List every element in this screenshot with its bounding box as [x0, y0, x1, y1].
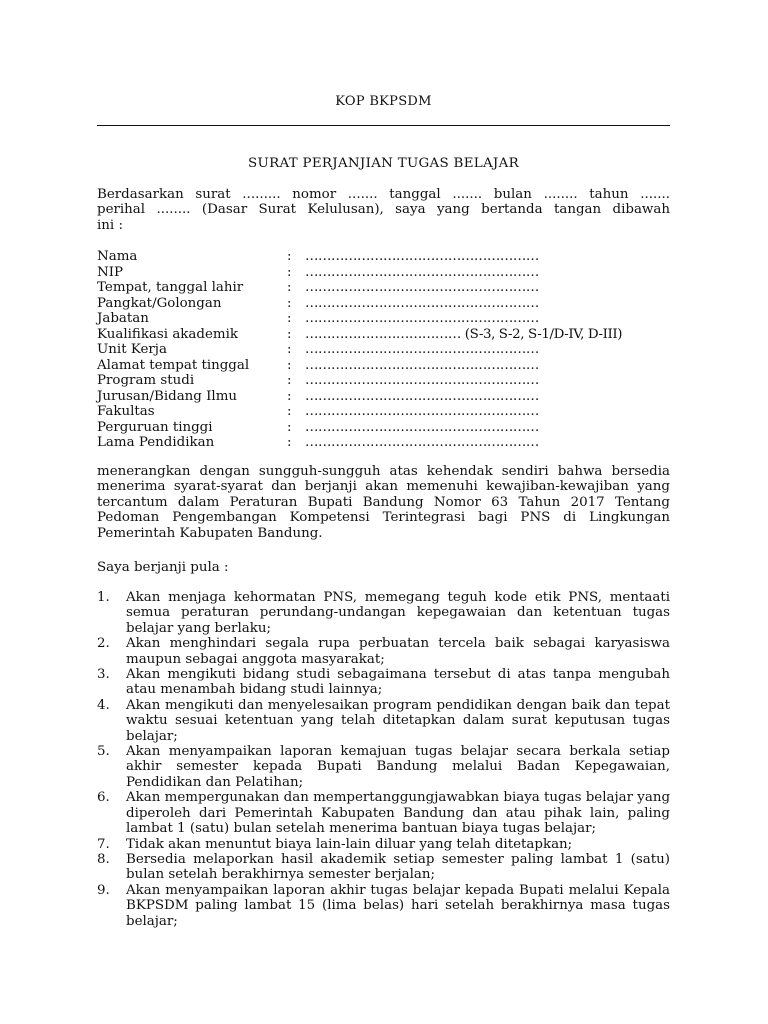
pledge-number: 2.: [97, 636, 110, 652]
field-label: Alamat tempat tinggal: [97, 357, 250, 373]
field-colon: :: [287, 249, 292, 264]
pledge-number: 4.: [97, 697, 110, 713]
intro-line-2: perihal ........ (Dasar Surat Kelulusan), saya yang bertanda tangan dibawah: [97, 202, 670, 218]
field-value: ………………………………………………: [305, 342, 539, 357]
letterhead-divider: [97, 125, 670, 126]
field-row: [97, 404, 687, 420]
field-colon: :: [287, 280, 292, 295]
field-label: Perguruan tinggi: [97, 419, 213, 435]
pledge-item: [97, 636, 670, 667]
pledge-item: [97, 852, 670, 883]
document-title: SURAT PERJANJIAN TUGAS BELAJAR: [248, 156, 519, 171]
intro-paragraph: [97, 187, 670, 233]
pledge-text: Bersedia melaporkan hasil akademik setiap semester paling lambat 1 (satu) bulan setelah berakhirnya semester berjalan;: [126, 851, 670, 883]
pledge-number: 9.: [97, 882, 110, 898]
field-label: Jurusan/Bidang Ilmu: [97, 388, 238, 404]
field-label: Kualifikasi akademik: [97, 326, 238, 342]
field-row: [97, 327, 687, 343]
pledge-text: Tidak akan menuntut biaya lain-lain diluar yang telah ditetapkan;: [126, 836, 573, 852]
field-value: ………………………………………………: [305, 373, 539, 388]
pledge-text: Akan mempergunakan dan mempertanggungjawabkan biaya tugas belajar yang diperoleh dari Pemerintah Kabupaten Bandung dan atau pihak lain, paling lambat 1 (satu) bulan setelah menerima bantuan biaya tugas belajar;: [126, 790, 671, 837]
field-label: Jabatan: [97, 311, 149, 326]
pledge-item: [97, 744, 670, 790]
field-label: Program studi: [97, 373, 195, 388]
pledge-list: [97, 590, 670, 929]
pledge-number: 7.: [97, 836, 110, 852]
pledge-number: 5.: [97, 744, 110, 760]
field-value: ………………………………………………: [305, 249, 539, 264]
pledge-item: [97, 667, 670, 698]
field-colon: :: [287, 373, 292, 388]
pledge-number: 1.: [97, 590, 110, 605]
field-colon: :: [287, 435, 292, 450]
field-colon: :: [287, 357, 292, 373]
field-row: [97, 296, 687, 312]
field-label: NIP: [97, 264, 124, 280]
pledge-text: Akan mengikuti bidang studi sebagaimana tersebut di atas tanpa mengubah atau menambah bidang studi lainnya;: [126, 667, 670, 698]
field-colon: :: [287, 388, 292, 404]
letterhead-placeholder: KOP BKPSDM: [335, 94, 432, 109]
field-value: ………………………………………………: [305, 404, 539, 419]
field-colon: :: [287, 264, 292, 280]
pledge-item: [97, 590, 670, 636]
field-row: [97, 420, 687, 436]
field-label: Unit Kerja: [97, 342, 167, 357]
field-row: [97, 249, 687, 265]
field-value: ………………………………………………: [305, 357, 539, 373]
field-row: [97, 311, 687, 327]
field-row: [97, 435, 687, 451]
field-label: Pangkat/Golongan: [97, 295, 222, 311]
statement-paragraph: menerangkan dengan sungguh-sungguh atas kehendak sendiri bahwa bersedia menerima syarat-syarat dan berjanji akan memenuhi kewajiban-kewajiban yang tercantum dalam Peraturan Bupati Bandung Nomor 63 Tahun 2017 Tentang Pedoman Pengembangan Kompetensi Terintegrasi bagi PNS di Lingkungan Pemerintah Kabupaten Bandung.: [97, 464, 670, 541]
field-row: [97, 358, 687, 374]
field-colon: :: [287, 419, 292, 435]
pledge-intro: Saya berjanji pula :: [97, 560, 229, 575]
field-colon: :: [287, 342, 292, 357]
field-row: [97, 389, 687, 405]
intro-line-3: ini :: [97, 217, 123, 233]
field-row: [97, 373, 687, 389]
field-colon: :: [287, 295, 292, 311]
pledge-text: Akan menjaga kehormatan PNS, memegang teguh kode etik PNS, mentaati semua peraturan perundang-undangan kepegawaian dan ketentuan tugas belajar yang berlaku;: [126, 590, 670, 636]
field-value: ………………………………………………: [305, 311, 539, 326]
field-colon: :: [287, 404, 292, 419]
pledge-text: Akan menyampaikan laporan akhir tugas belajar kepada Bupati melalui Kepala BKPSDM paling lambat 15 (lima belas) hari setelah berakhirnya masa tugas belajar;: [126, 882, 670, 929]
field-row: [97, 342, 687, 358]
pledge-text: Akan menghindari segala rupa perbuatan tercela baik sebagai karyasiswa maupun sebagai anggota masyarakat;: [126, 636, 670, 667]
field-label: Nama: [97, 249, 138, 264]
pledge-number: 8.: [97, 851, 110, 867]
field-value: ……………………………… (S-3, S-2, S-1/D-IV, D-III): [305, 326, 623, 342]
pledge-item: [97, 790, 670, 836]
intro-line-1: Berdasarkan surat ......... nomor ....... tanggal ....... bulan ........ tahun .......: [97, 187, 670, 202]
field-value: ………………………………………………: [305, 264, 539, 280]
field-colon: :: [287, 311, 292, 326]
pledge-item: [97, 883, 670, 929]
field-value: ………………………………………………: [305, 388, 539, 404]
field-value: ………………………………………………: [305, 295, 539, 311]
pledge-number: 6.: [97, 790, 110, 806]
field-value: ………………………………………………: [305, 435, 539, 450]
field-row: [97, 265, 687, 281]
field-value: ………………………………………………: [305, 419, 539, 435]
identity-fields: [97, 249, 687, 451]
field-label: Lama Pendidikan: [97, 435, 215, 450]
pledge-number: 3.: [97, 667, 110, 683]
pledge-item: [97, 837, 670, 852]
pledge-text: Akan menyampaikan laporan kemajuan tugas belajar secara berkala setiap akhir semester kepada Bupati Bandung melalui Badan Kepegawaian, Pendidikan dan Pelatihan;: [126, 744, 670, 790]
field-value: ………………………………………………: [305, 280, 539, 295]
field-colon: :: [287, 326, 292, 342]
pledge-item: [97, 698, 670, 744]
field-label: Tempat, tanggal lahir: [97, 280, 244, 295]
field-label: Fakultas: [97, 404, 155, 419]
field-row: [97, 280, 687, 296]
pledge-text: Akan mengikuti dan menyelesaikan program pendidikan dengan baik dan tepat waktu sesuai ketentuan yang telah ditetapkan dalam surat keputusan tugas belajar;: [126, 697, 670, 744]
